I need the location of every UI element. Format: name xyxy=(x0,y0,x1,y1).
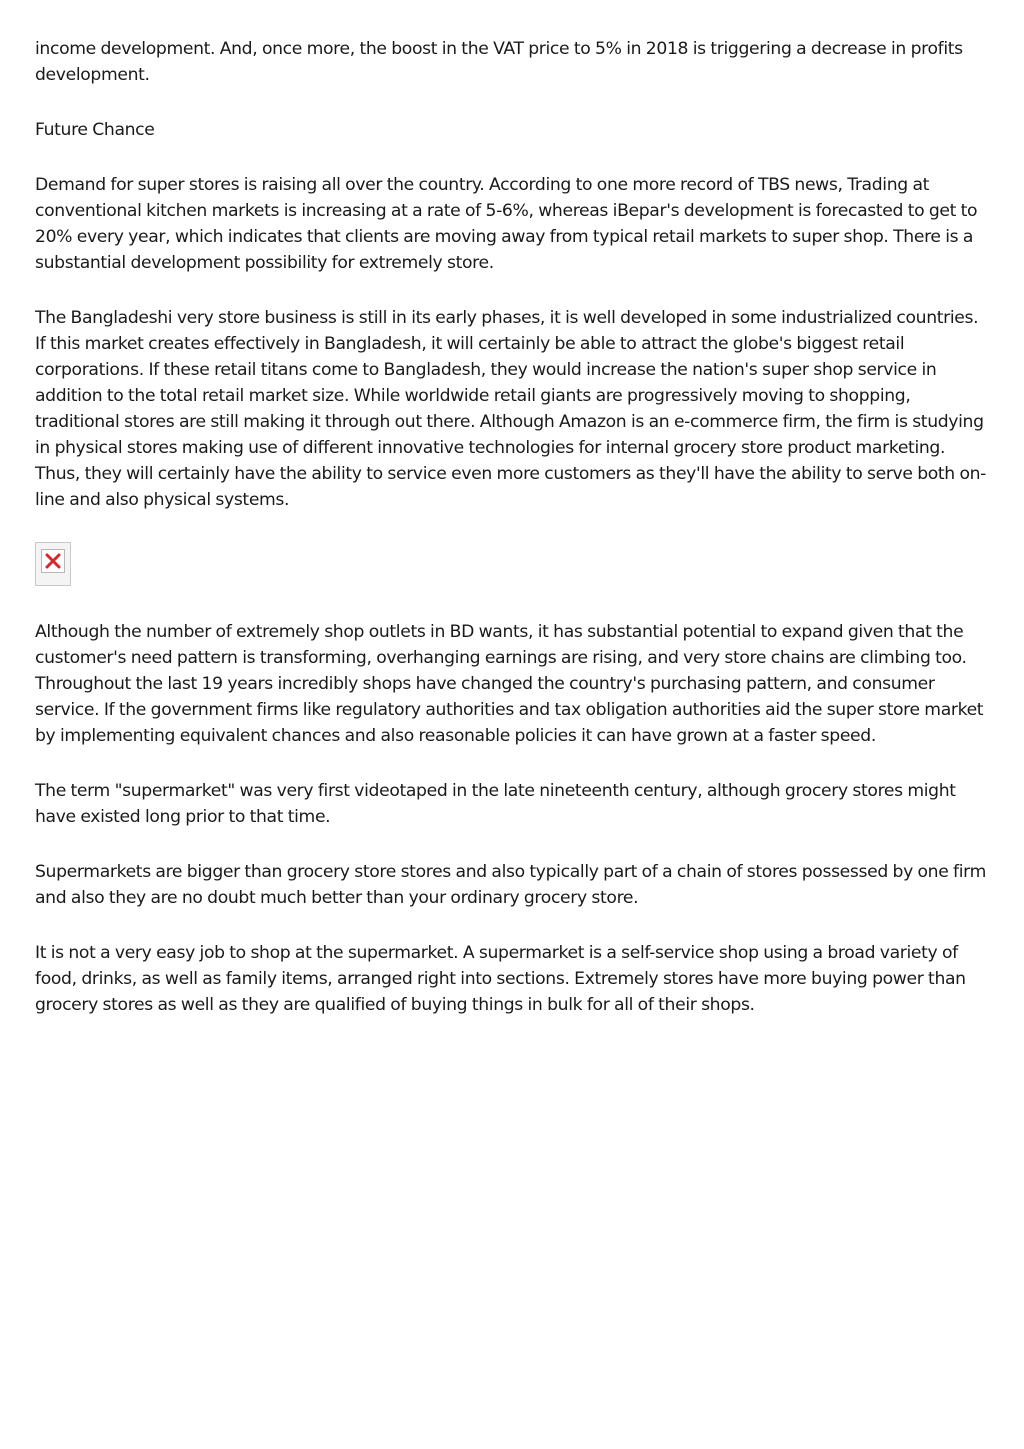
paragraph-term-supermarket: The term "supermarket" was very first videotaped in the late nineteenth century, although grocery stores might have existed long prior to that time. xyxy=(35,781,956,827)
paragraph-income-development: income development. And, once more, the boost in the VAT price to 5% in 2018 is triggering a decrease in profits development. xyxy=(35,39,963,85)
broken-image-x-mark xyxy=(47,555,59,567)
document-body xyxy=(35,36,990,1047)
paragraph-demand: Demand for super stores is raising all over the country. According to one more record of TBS news, Trading at conventional kitchen markets is increasing at a rate of 5-6%, whereas iBepar's development is forecasted to get to 20% every year, which indicates that clients are moving away from typical retail markets to super shop. There is a substantial development possibility for extremely store. xyxy=(35,175,978,273)
paragraph-outlets-potential: Although the number of extremely shop outlets in BD wants, it has substantial potential to expand given that the customer's need pattern is transforming, overhanging earnings are rising, and very store chains are climbing too. Throughout the last 19 years incredibly shops have changed the country's purchasing pattern, and consumer service. If the government firms like regulatory authorities and tax obligation authorities aid the super store market by implementing equivalent chances and also reasonable policies it can have grown at a faster speed. xyxy=(35,622,984,746)
broken-image-icon xyxy=(45,553,61,569)
paragraph-shop-at-supermarket: It is not a very easy job to shop at the supermarket. A supermarket is a self-service shop using a broad variety of food, drinks, as well as family items, arranged right into sections. Extremely stores have more buying power than grocery stores as well as they are qualified of buying things in bulk for all of their shops. xyxy=(35,943,966,1015)
broken-image-placeholder xyxy=(35,542,71,586)
paragraph-supermarkets-bigger: Supermarkets are bigger than grocery store stores and also typically part of a chain of stores possessed by one firm and also they are no doubt much better than your ordinary grocery store. xyxy=(35,862,986,908)
paragraph-bangladeshi-store-business: The Bangladeshi very store business is still in its early phases, it is well developed in some industrialized countries. If this market creates effectively in Bangladesh, it will certainly be able to attract the globe's biggest retail corporations. If these retail titans come to Bangladesh, they would increase the nation's super shop service in addition to the total retail market size. While worldwide retail giants are progressively moving to shopping, traditional stores are still making it through out there. Although Amazon is an e-commerce firm, the firm is studying in physical stores making use of different innovative technologies for internal grocery store product marketing. Thus, they will certainly have the ability to service even more customers as they'll have the ability to serve both on-line and also physical systems. xyxy=(35,308,987,510)
section-heading-future-chance: Future Chance xyxy=(35,120,155,140)
